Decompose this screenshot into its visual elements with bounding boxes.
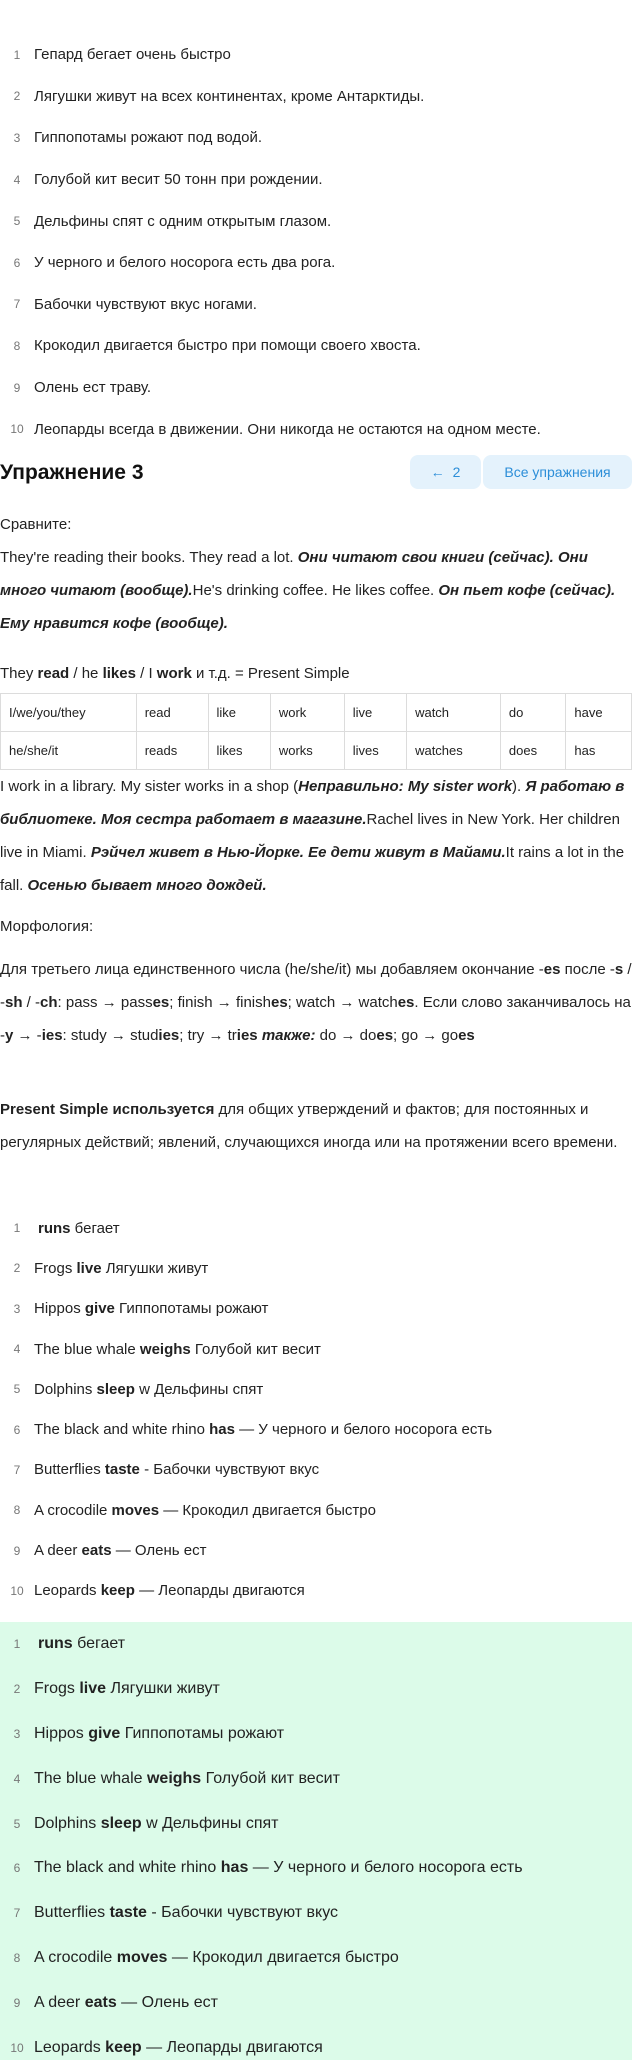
- answer-verb: live: [76, 1259, 102, 1277]
- item-number: 9: [13, 1995, 21, 2010]
- answer-item: [0, 1571, 632, 1611]
- item-number: 5: [13, 1382, 21, 1397]
- compare-label: Сравните:: [0, 516, 72, 533]
- answer-item: [0, 1622, 632, 1667]
- answer-verb: keep: [100, 1582, 135, 1600]
- item-text: Гепард бегает очень быстро: [34, 46, 231, 64]
- answer-verb: taste: [104, 1461, 140, 1479]
- item-number: 6: [13, 1422, 21, 1437]
- table-cell: watch: [407, 694, 501, 732]
- answer-verb: eats: [81, 1542, 112, 1560]
- examples-paragraph: I work in a library. My sister works in a shop (Неправильно: My sister work). Я работаю в библиотеке. Моя сестра работает в магазине.Rachel lives in New York. Her children live in Miami. Рэйчел живет в Нью-Йорке. Ее дети живут в Майами.It rains a lot in the fall. Осенью бывает много дождей.: [0, 778, 625, 894]
- morphology-label: Морфология:: [0, 918, 94, 935]
- item-text: Голубой кит весит 50 тонн при рождении.: [34, 171, 323, 189]
- answer-text: Dolphins sleep w Дельфины спят: [34, 1380, 264, 1398]
- answer-text: A deer eats — Олень ест: [34, 1542, 207, 1560]
- answer-item: [0, 1329, 632, 1369]
- answer-text: A deer eats — Олень ест: [34, 1993, 218, 2011]
- table-row: [1, 732, 632, 770]
- item-number: 1: [13, 47, 21, 62]
- arrow-left-icon: ←: [430, 464, 445, 480]
- item-number: 2: [13, 89, 21, 104]
- table-cell: work: [270, 694, 344, 732]
- answer-list: [0, 1208, 632, 1611]
- answer-verb: give: [84, 1300, 115, 1318]
- exercise-header: [0, 455, 632, 493]
- item-number: 8: [13, 1503, 21, 1518]
- item-number: 10: [10, 422, 24, 437]
- page-title: Упражнение 3: [0, 461, 144, 484]
- table-cell: he/she/it: [1, 732, 137, 770]
- item-number: 7: [13, 1462, 21, 1477]
- answer-item: [0, 1936, 632, 1981]
- item-number: 5: [13, 214, 21, 229]
- answer-item: [0, 1712, 632, 1757]
- item-number: 3: [13, 130, 21, 145]
- table-cell: lives: [344, 732, 406, 770]
- morphology-paragraph: Для третьего лица единственного числа (he/she/it) мы добавляем окончание -es после -s / -sh / -ch: pass → passes; finish → finishes; watch → watches. Если слово заканчивалось на -y → -ies: study → studies; try → tries также: do → does; go → goes: [0, 961, 632, 1044]
- item-text: Гиппопотамы рожают под водой.: [34, 129, 263, 147]
- answer-item: [0, 1490, 632, 1530]
- answer-text: Dolphins sleep w Дельфины спят: [34, 1814, 279, 1832]
- table-cell: do: [500, 694, 566, 732]
- answer-item: [0, 1450, 632, 1490]
- answer-item: [0, 1208, 632, 1248]
- item-number: 4: [13, 172, 21, 187]
- answer-text: A crocodile moves — Крокодил двигается быстро: [34, 1501, 376, 1519]
- all-exercises-button[interactable]: Все упражнения: [483, 455, 632, 489]
- table-cell: has: [566, 732, 632, 770]
- prev-exercise-label: 2: [452, 464, 461, 480]
- table-cell: I/we/you/they: [1, 694, 137, 732]
- list-item: [0, 408, 632, 450]
- list-item: [0, 34, 632, 76]
- answer-verb: runs: [38, 1635, 73, 1653]
- compare-examples: [0, 541, 632, 640]
- answer-item: [0, 1289, 632, 1329]
- list-item: [0, 242, 632, 284]
- compare-ex2-en: He's drinking coffee. He likes coffee.: [192, 582, 435, 599]
- present-simple-rule: They read / he likes / I work и т.д. = Present Simple: [0, 665, 350, 682]
- answer-verb: live: [79, 1680, 107, 1698]
- item-text: Крокодил двигается быстро при помощи своего хвоста.: [34, 337, 421, 355]
- answer-text: Leopards keep — Леопарды двигаются: [34, 1582, 305, 1600]
- table-cell: have: [566, 694, 632, 732]
- answer-text: Frogs live Лягушки живут: [34, 1259, 209, 1277]
- table-cell: like: [208, 694, 270, 732]
- table-cell: does: [500, 732, 566, 770]
- answer-item: [0, 1801, 632, 1846]
- item-number: 9: [13, 1543, 21, 1558]
- answer-text: Hippos give Гиппопотамы рожают: [34, 1300, 269, 1318]
- answer-verb: runs: [38, 1219, 71, 1237]
- item-text: Дельфины спят с одним открытым глазом.: [34, 212, 332, 230]
- list-item: [0, 200, 632, 242]
- item-number: 6: [13, 255, 21, 270]
- item-text: Олень ест траву.: [34, 379, 152, 397]
- answer-item: [0, 1891, 632, 1936]
- compare-ex1-en: They're reading their books. They read a lot.: [0, 549, 294, 566]
- item-number: 8: [13, 1950, 21, 1965]
- item-text: Лягушки живут на всех континентах, кроме Антарктиды.: [34, 87, 425, 105]
- answer-verb: sleep: [96, 1380, 135, 1398]
- answer-item: [0, 1667, 632, 1712]
- answer-verb: taste: [109, 1904, 147, 1922]
- item-number: 1: [13, 1637, 21, 1652]
- table-cell: likes: [208, 732, 270, 770]
- compare-ex1-ru: Они читают свои книги (сейчас). Они много читают (вообще).: [0, 549, 588, 599]
- answer-text: Butterflies taste - Бабочки чувствуют вкус: [34, 1461, 320, 1479]
- answer-verb: moves: [116, 1948, 168, 1966]
- item-number: 2: [13, 1682, 21, 1697]
- answer-verb: keep: [105, 2038, 142, 2056]
- answer-item: [0, 1248, 632, 1288]
- conjugation-table: [0, 693, 632, 770]
- answer-text: runs бегает: [38, 1635, 126, 1653]
- item-text: Бабочки чувствуют вкус ногами.: [34, 295, 257, 313]
- answer-text: runs бегает: [38, 1219, 120, 1237]
- answer-verb: eats: [84, 1993, 117, 2011]
- answer-text: Leopards keep — Леопарды двигаются: [34, 2038, 323, 2056]
- compare-ex2-ru: Он пьет кофе (сейчас). Ему нравится кофе (вообще).: [0, 582, 616, 632]
- item-number: 8: [13, 338, 21, 353]
- table-cell: works: [270, 732, 344, 770]
- list-item: [0, 76, 632, 118]
- answer-verb: sleep: [100, 1814, 142, 1832]
- item-number: 5: [13, 1816, 21, 1831]
- item-number: 1: [13, 1221, 21, 1236]
- item-number: 9: [13, 380, 21, 395]
- list-item: [0, 117, 632, 159]
- answer-text: Hippos give Гиппопотамы рожают: [34, 1724, 285, 1742]
- item-number: 2: [13, 1261, 21, 1276]
- answer-verb: moves: [111, 1501, 160, 1519]
- item-text: У черного и белого носорога есть два рога.: [34, 254, 336, 272]
- table-cell: watches: [407, 732, 501, 770]
- item-number: 10: [10, 2040, 24, 2055]
- table-cell: read: [136, 694, 208, 732]
- list-item: [0, 367, 632, 409]
- answer-verb: weighs: [139, 1340, 191, 1358]
- answer-text: Frogs live Лягушки живут: [34, 1680, 220, 1698]
- answer-text: The blue whale weighs Голубой кит весит: [34, 1769, 340, 1787]
- answer-verb: has: [220, 1859, 249, 1877]
- prev-exercise-button[interactable]: [410, 455, 481, 489]
- answer-item: [0, 1846, 632, 1891]
- table-row: [1, 694, 632, 732]
- answer-item: [0, 1756, 632, 1801]
- answer-item: [0, 1369, 632, 1409]
- sentence-list: [0, 34, 632, 450]
- item-number: 4: [13, 1771, 21, 1786]
- item-text: Леопарды всегда в движении. Они никогда не остаются на одном месте.: [34, 420, 541, 438]
- item-number: 4: [13, 1342, 21, 1357]
- answer-item: [0, 1409, 632, 1449]
- solution-answer-list: [0, 1622, 632, 2070]
- answer-item: [0, 1530, 632, 1570]
- answer-text: Butterflies taste - Бабочки чувствуют вкус: [34, 1904, 339, 1922]
- list-item: [0, 325, 632, 367]
- item-number: 7: [13, 297, 21, 312]
- answer-verb: give: [88, 1724, 121, 1742]
- answer-text: A crocodile moves — Крокодил двигается быстро: [34, 1948, 399, 1966]
- item-number: 10: [10, 1583, 24, 1598]
- answer-text: The black and white rhino has — У черного и белого носорога есть: [34, 1421, 493, 1439]
- table-cell: reads: [136, 732, 208, 770]
- answer-text: The black and white rhino has — У черного и белого носорога есть: [34, 1859, 523, 1877]
- table-cell: live: [344, 694, 406, 732]
- answer-text: The blue whale weighs Голубой кит весит: [34, 1340, 321, 1358]
- answer-verb: weighs: [146, 1769, 202, 1787]
- item-number: 3: [13, 1726, 21, 1741]
- answer-item: [0, 2025, 632, 2070]
- item-number: 7: [13, 1906, 21, 1921]
- list-item: [0, 284, 632, 326]
- answer-verb: has: [209, 1421, 235, 1439]
- answer-item: [0, 1980, 632, 2025]
- list-item: [0, 159, 632, 201]
- usage-paragraph: Present Simple используется для общих утверждений и фактов; для постоянных и регулярных действий; явлений, случающихся иногда или на протяжении всего времени.: [0, 1101, 618, 1151]
- item-number: 3: [13, 1301, 21, 1316]
- item-number: 6: [13, 1861, 21, 1876]
